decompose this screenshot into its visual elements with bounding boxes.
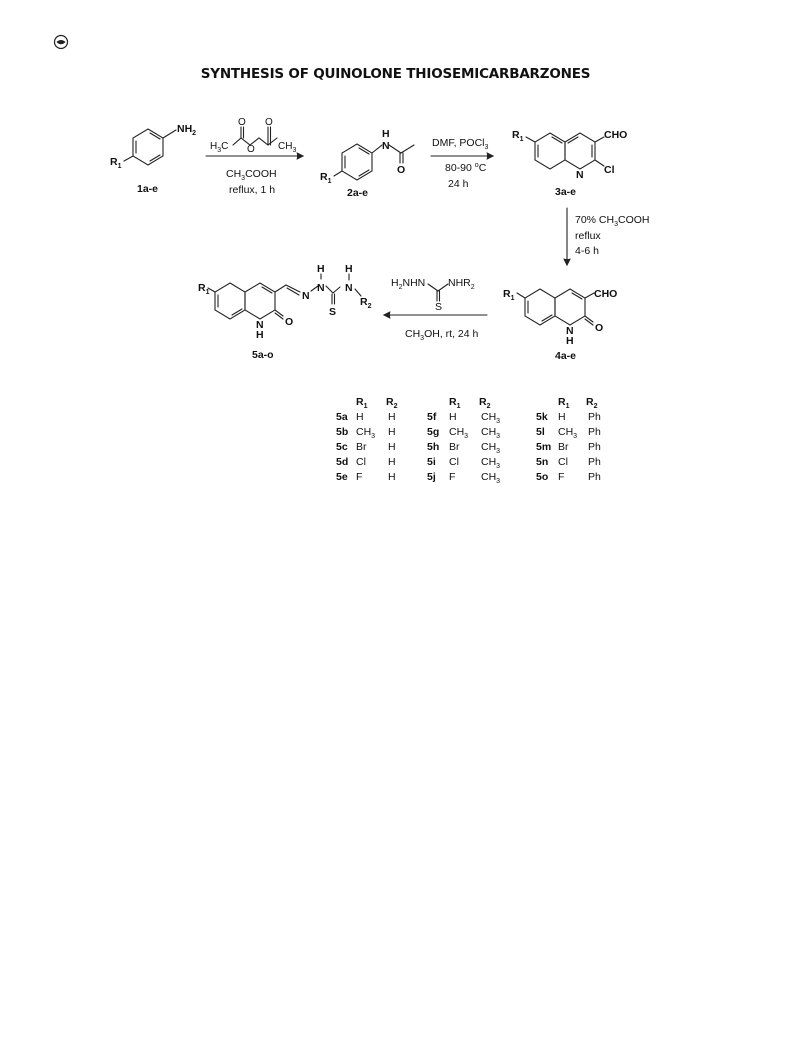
c4-o-label: O bbox=[595, 322, 604, 334]
c5-ring-h-label: H bbox=[256, 329, 264, 341]
substituent-table-group-2 bbox=[427, 395, 517, 485]
table-row: 5i Cl $CH_3$ bbox=[427, 456, 501, 471]
page-title: SYNTHESIS OF QUINOLONE THIOSEMICARBARZONES bbox=[200, 66, 591, 82]
step1-conditions-label: reflux, 1 h bbox=[229, 184, 276, 196]
step1-ch3-label: $CH_3$ bbox=[278, 141, 297, 154]
c5-nh1-n-label: N bbox=[317, 282, 325, 294]
c4-r1-label: $R_1$ bbox=[503, 288, 515, 302]
c5-nh1-h-label: H bbox=[317, 263, 325, 275]
r1-header: $R_1$ bbox=[356, 396, 368, 411]
compound-4-structure bbox=[517, 289, 594, 325]
c4-compound-label: 4a-e bbox=[555, 350, 577, 362]
step2-time-label: 24 h bbox=[448, 178, 469, 190]
c3-cho-label: CHO bbox=[604, 129, 628, 141]
table-row: 5d Cl H bbox=[336, 456, 396, 468]
step3-reagent-label: 70% $CH_3COOH$ bbox=[575, 214, 650, 228]
step4-hydrazine-label: $H_2NHN$ bbox=[391, 277, 426, 291]
c4-h-label: H bbox=[566, 335, 574, 347]
table-row: 5m Br Ph bbox=[536, 441, 601, 453]
c5-nh2-h-label: H bbox=[345, 263, 353, 275]
c3-compound-label: 3a-e bbox=[555, 186, 577, 198]
step4-s-label: S bbox=[435, 301, 443, 313]
table-row: 5h Br $CH_3$ bbox=[427, 441, 501, 456]
step1-o-bridge-label: O bbox=[247, 144, 255, 155]
step1-solvent-label: $CH_3COOH$ bbox=[226, 168, 277, 182]
table-row: 5l $CH_3$ Ph bbox=[536, 426, 601, 441]
r2-header: $R_2$ bbox=[386, 396, 398, 411]
substituent-table-group-1 bbox=[336, 395, 416, 485]
r1-header: $R_1$ bbox=[449, 396, 461, 411]
compound-1-structure bbox=[124, 129, 176, 165]
c2-n-label: N bbox=[382, 140, 390, 152]
c1-r1-label: $R_1$ bbox=[110, 156, 122, 170]
table-row: 5k H Ph bbox=[536, 411, 601, 423]
c5-imine-n-label: N bbox=[302, 290, 310, 302]
c2-o-label: O bbox=[397, 164, 406, 176]
r2-header: $R_2$ bbox=[586, 396, 598, 411]
table-header bbox=[336, 395, 416, 410]
step3-time-label: 4-6 h bbox=[575, 245, 599, 257]
table-row: 5f H $CH_3$ bbox=[427, 411, 501, 426]
c5-o-label: O bbox=[285, 316, 294, 328]
table-row: 5j F $CH_3$ bbox=[427, 471, 501, 486]
c5-r1-label: $R_1$ bbox=[198, 282, 210, 296]
c3-r1-label: $R_1$ bbox=[512, 129, 524, 143]
c5-ring-n-label: N bbox=[256, 319, 264, 331]
c5-nh2-n-label: N bbox=[345, 282, 353, 294]
c1-nh2-label: $NH_2$ bbox=[177, 123, 197, 137]
c2-h-label: H bbox=[382, 128, 390, 140]
r2-header: $R_2$ bbox=[479, 396, 491, 411]
step2-temperature-label: 80-90 $^o$C bbox=[445, 162, 487, 174]
acetic-anhydride-structure bbox=[233, 127, 277, 145]
step1-o2-label: O bbox=[265, 117, 273, 128]
table-row: 5g $CH_3$ $CH_3$ bbox=[427, 426, 501, 441]
table-header bbox=[427, 395, 517, 410]
c5-s-label: S bbox=[329, 306, 337, 318]
table-row: 5n Cl Ph bbox=[536, 456, 601, 468]
c2-r1-label: $R_1$ bbox=[320, 171, 332, 185]
step4-nhr2-label: $NHR_2$ bbox=[448, 277, 475, 291]
table-row: 5b $CH_3$ H bbox=[336, 426, 396, 441]
table-row: 5a H H bbox=[336, 411, 396, 423]
c1-compound-label: 1a-e bbox=[137, 183, 159, 195]
c4-cho-label: CHO bbox=[594, 288, 618, 300]
step4-conditions-label: $CH_3OH$, rt, 24 h bbox=[405, 328, 479, 342]
step3-reflux-label: reflux bbox=[575, 230, 601, 242]
c4-n-label: N bbox=[566, 325, 574, 337]
compound-5-structure bbox=[208, 274, 361, 319]
c3-cl-label: Cl bbox=[604, 164, 615, 176]
thiosemicarbazide-structure bbox=[428, 284, 448, 301]
r1-header: $R_1$ bbox=[558, 396, 570, 411]
compound-3-structure bbox=[526, 133, 604, 169]
table-row: 5c Br H bbox=[336, 441, 396, 453]
table-row: 5e F H bbox=[336, 471, 396, 483]
step1-o1-label: O bbox=[238, 117, 246, 128]
table-row: 5o F Ph bbox=[536, 471, 601, 483]
step2-reagent-label: DMF, POCl$_3$ bbox=[432, 137, 489, 151]
c5-compound-label: 5a-o bbox=[252, 349, 274, 361]
c3-n-label: N bbox=[576, 169, 584, 181]
step1-h3c-label: $H_3C$ bbox=[210, 141, 229, 154]
substituent-table-group-3 bbox=[536, 395, 616, 485]
c2-compound-label: 2a-e bbox=[347, 187, 369, 199]
table-header bbox=[536, 395, 616, 410]
c5-r2-label: $R_2$ bbox=[360, 296, 372, 310]
